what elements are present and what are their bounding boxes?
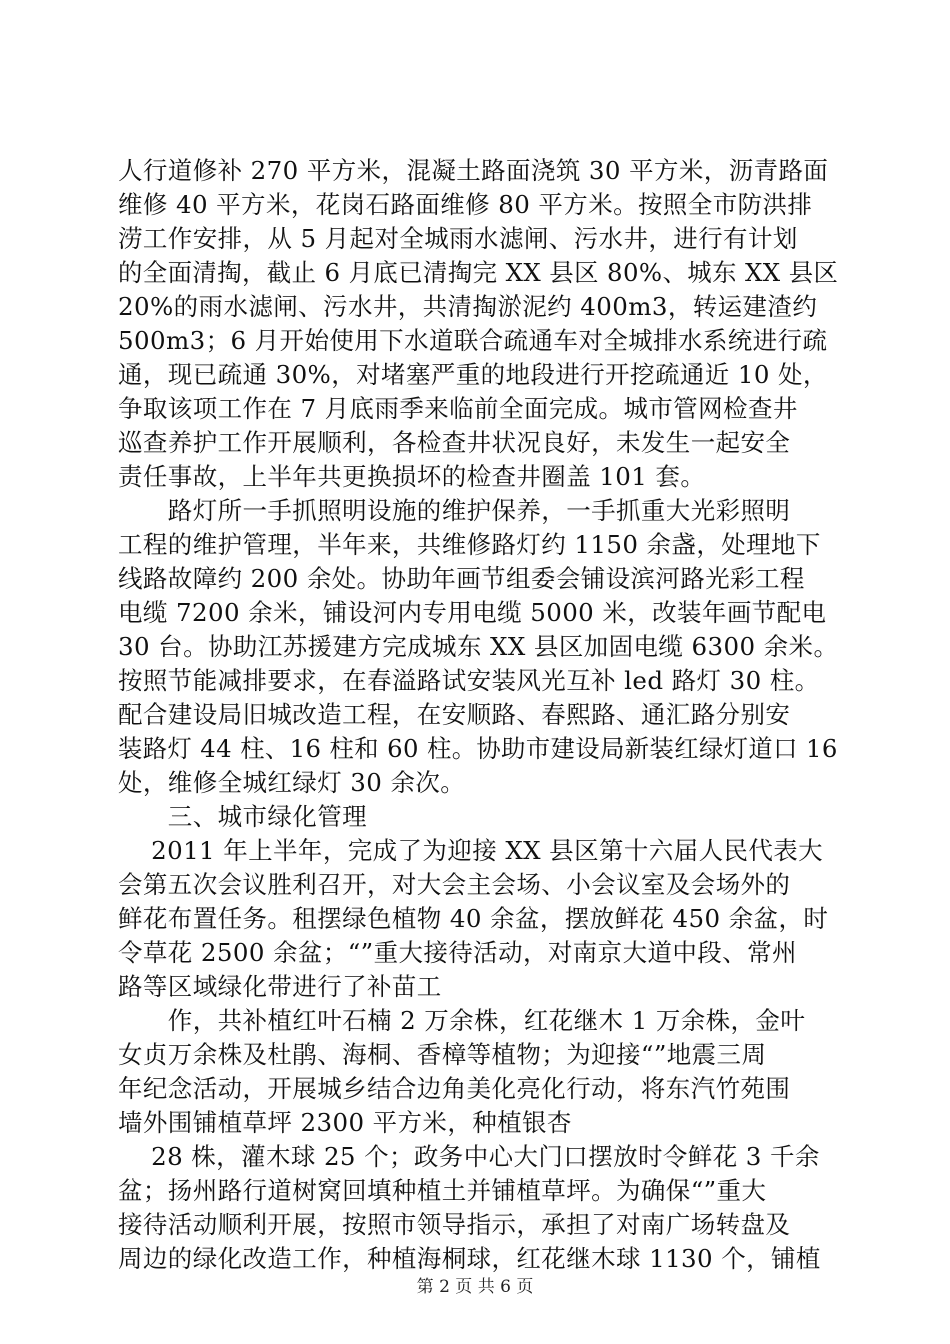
- body-text-line: 墙外围铺植草坪 2300 平方米，种植银杏: [118, 1108, 572, 1137]
- body-text-line: 500m3；6 月开始使用下水道联合疏通车对全城排水系统进行疏: [118, 326, 828, 355]
- body-text-line: 涝工作安排，从 5 月起对全城雨水滤闸、污水井，进行有计划: [118, 224, 798, 253]
- body-text-line: 工程的维护管理，半年来，共维修路灯约 1150 余盏，处理地下: [118, 530, 821, 559]
- body-text-line: 巡查养护工作开展顺利，各检查井状况良好，未发生一起安全: [118, 428, 791, 457]
- body-text-line: 会第五次会议胜利召开，对大会主会场、小会议室及会场外的: [118, 870, 791, 899]
- body-text-line: 路灯所一手抓照明设施的维护保养，一手抓重大光彩照明: [118, 496, 791, 525]
- body-text-line: 的全面清掏，截止 6 月底已清掏完 XX 县区 80%、城东 XX 县区: [118, 258, 839, 287]
- body-text-line: 人行道修补 270 平方米，混凝土路面浇筑 30 平方米，沥青路面: [118, 156, 829, 185]
- body-text-line: 周边的绿化改造工作，种植海桐球，红花继木球 1130 个，铺植: [118, 1244, 821, 1273]
- body-text-line: 作，共补植红叶石楠 2 万余株，红花继木 1 万余株，金叶: [118, 1006, 806, 1035]
- body-text-line: 路等区域绿化带进行了补苗工: [118, 972, 442, 1001]
- body-text-line: 配合建设局旧城改造工程，在安顺路、春熙路、通汇路分别安: [118, 700, 791, 729]
- body-text-line: 鲜花布置任务。租摆绿色植物 40 余盆，摆放鲜花 450 余盆，时: [118, 904, 829, 933]
- body-text-line: 维修 40 平方米，花岗石路面维修 80 平方米。按照全市防洪排: [118, 190, 813, 219]
- page-footer: 第 2 页 共 6 页: [416, 1277, 534, 1297]
- body-text-line: 电缆 7200 余米，铺设河内专用电缆 5000 米，改装年画节配电: [118, 598, 827, 627]
- body-text-line: 令草花 2500 余盆；“”重大接待活动，对南京大道中段、常州: [118, 938, 797, 967]
- body-text-line: 处，维修全城红绿灯 30 余次。: [118, 768, 466, 797]
- body-text-line: 30 台。协助江苏援建方完成城东 XX 县区加固电缆 6300 余米。: [118, 632, 839, 661]
- body-text-line: 责任事故，上半年共更换损坏的检查井圈盖 101 套。: [118, 462, 706, 491]
- body-text-line: 接待活动顺利开展，按照市领导指示，承担了对南广场转盘及: [118, 1210, 791, 1239]
- body-text-line: 线路故障约 200 余处。协助年画节组委会铺设滨河路光彩工程: [118, 564, 805, 593]
- body-text-line: 按照节能减排要求，在春溢路试安装风光互补 led 路灯 30 柱。: [118, 666, 820, 695]
- body-text-line: 女贞万余株及杜鹃、海桐、香樟等植物；为迎接“”地震三周: [118, 1040, 767, 1069]
- body-text-line: 装路灯 44 柱、16 柱和 60 柱。协助市建设局新装红绿灯道口 16: [118, 734, 838, 763]
- body-text-line: 20%的雨水滤闸、污水井，共清掏淤泥约 400m3，转运建渣约: [118, 292, 818, 321]
- body-text-line: 争取该项工作在 7 月底雨季来临前全面完成。城市管网检查井: [118, 394, 798, 423]
- body-text-line: 28 株，灌木球 25 个；政务中心大门口摆放时令鲜花 3 千余: [118, 1142, 820, 1171]
- section-heading: 三、城市绿化管理: [118, 802, 367, 831]
- body-text-line: 年纪念活动，开展城乡结合边角美化亮化行动，将东汽竹苑围: [118, 1074, 791, 1103]
- body-text-line: 盆；扬州路行道树窝回填种植土并铺植草坪。为确保“”重大: [118, 1176, 767, 1205]
- body-text-line: 2011 年上半年，完成了为迎接 XX 县区第十六届人民代表大: [118, 836, 824, 865]
- body-text-line: 通，现已疏通 30%，对堵塞严重的地段进行开挖疏通近 10 处，: [118, 360, 828, 389]
